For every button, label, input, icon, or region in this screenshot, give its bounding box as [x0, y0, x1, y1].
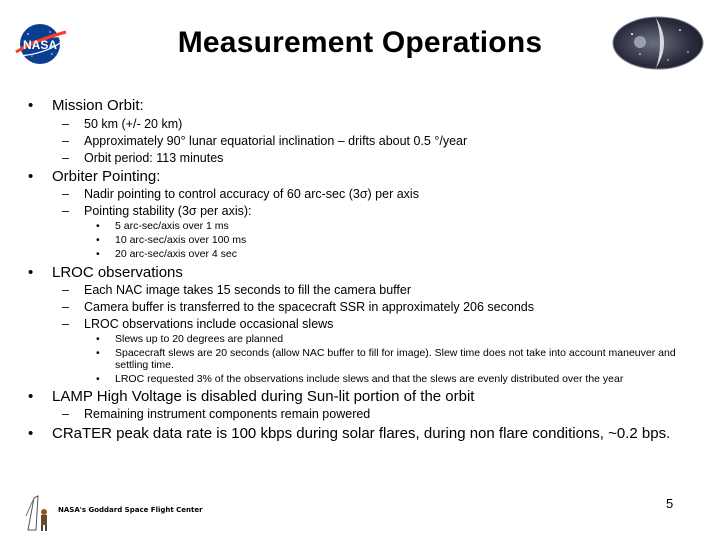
goddard-figure-icon: [20, 490, 56, 534]
sub-bullet-text: LROC observations include occasional slews: [84, 317, 334, 331]
sub-bullet-text: Camera buffer is transferred to the spacecraft SSR in approximately 206 seconds: [84, 300, 534, 314]
dash-glyph: –: [62, 151, 69, 165]
bullet-glyph: •: [96, 333, 100, 345]
sub-bullet-text: Remaining instrument components remain powered: [84, 407, 371, 421]
sub-bullet-text: Nadir pointing to control accuracy of 60 arc-sec (3σ) per axis: [84, 187, 419, 201]
dash-glyph: –: [62, 187, 69, 201]
dash-glyph: –: [62, 317, 69, 331]
bullet-glyph: •: [96, 248, 100, 260]
footer-org: NASA's Goddard Space Flight Center: [58, 506, 203, 514]
bullet-glyph: •: [96, 373, 100, 385]
sub-sub-bullet-text: Slews up to 20 degrees are planned: [115, 333, 284, 345]
bullet-glyph: •: [28, 264, 34, 281]
slide-title: Measurement Operations: [177, 26, 543, 59]
sub-sub-bullet-text: LROC requested 3% of the observations include slews and that the slews are evenly distributed over the year: [115, 373, 624, 385]
sub-bullet-text: Orbit period: 113 minutes: [84, 151, 224, 165]
sub-sub-bullet-text: Spacecraft slews are 20 seconds (allow NAC buffer to fill for image). Slew time does not take into account maneuver and settling time.: [115, 347, 676, 371]
bullet-glyph: •: [96, 234, 100, 246]
bullet-glyph: •: [96, 347, 100, 359]
dash-glyph: –: [62, 204, 69, 218]
bullet-label: CRaTER peak data rate is 100 kbps during solar flares, during non flare conditions, ~0.2 bps.: [52, 425, 671, 442]
bullet-glyph: •: [96, 220, 100, 232]
dash-glyph: –: [62, 117, 69, 131]
bullet-glyph: •: [28, 168, 34, 185]
bullet-glyph: •: [28, 388, 34, 405]
dash-glyph: –: [62, 407, 69, 421]
dash-glyph: –: [62, 300, 69, 314]
dash-glyph: –: [62, 134, 69, 148]
page-number: 5: [666, 496, 674, 511]
sub-bullet-text: Pointing stability (3σ per axis):: [84, 204, 252, 218]
sub-bullet-text: Approximately 90° lunar equatorial inclination – drifts about 0.5 °/year: [84, 134, 468, 148]
sub-bullet-text: Each NAC image takes 15 seconds to fill the camera buffer: [84, 283, 412, 297]
bullet-glyph: •: [28, 97, 34, 114]
svg-text:NASA: NASA: [22, 38, 58, 52]
bullet-label: LROC observations: [52, 264, 183, 281]
sub-bullet-text: 50 km (+/- 20 km): [84, 117, 183, 131]
bullet-label: Mission Orbit:: [52, 97, 144, 114]
bullet-label: Orbiter Pointing:: [52, 168, 161, 185]
sub-sub-bullet-text: 5 arc-sec/axis over 1 ms: [115, 220, 229, 232]
bullet-label: LAMP High Voltage is disabled during Sun-lit portion of the orbit: [52, 388, 475, 405]
sub-sub-bullet-text: 10 arc-sec/axis over 100 ms: [115, 234, 247, 246]
dash-glyph: –: [62, 283, 69, 297]
bullet-glyph: •: [28, 425, 34, 442]
sub-sub-bullet-text: 20 arc-sec/axis over 4 sec: [115, 248, 237, 260]
